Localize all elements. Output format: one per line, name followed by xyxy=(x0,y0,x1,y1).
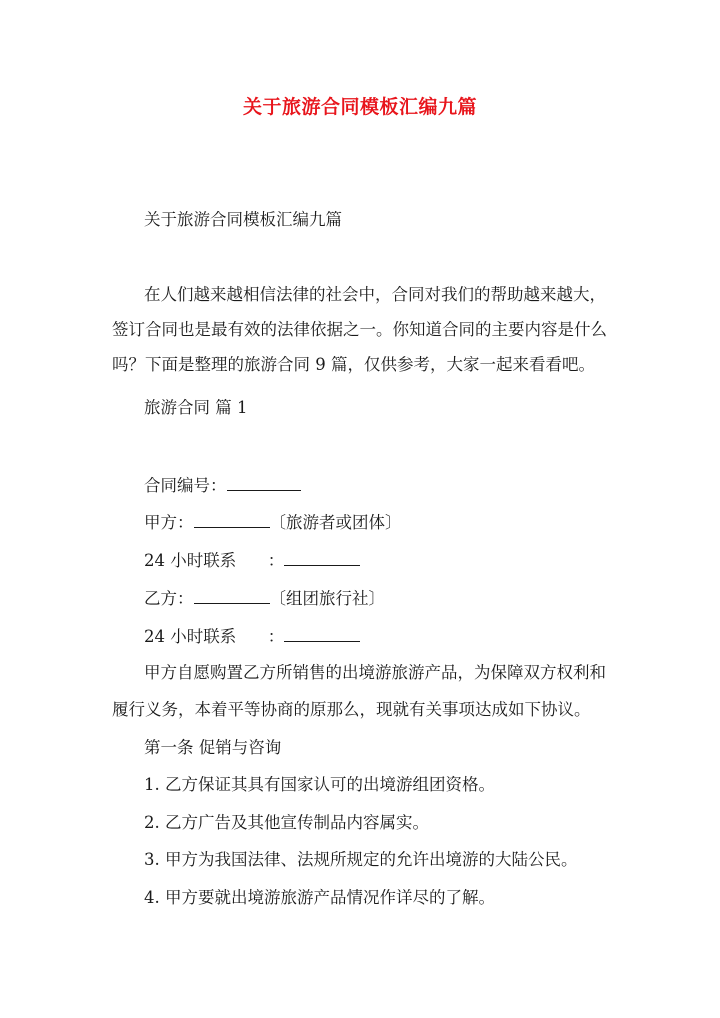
document-subtitle: 关于旅游合同模板汇编九篇 xyxy=(144,210,342,229)
intro-line-1: 在人们越来越相信法律的社会中，合同对我们的帮助越来越大， xyxy=(144,285,606,304)
party-a-label: 甲方： xyxy=(144,513,194,532)
party-b-field xyxy=(144,589,385,608)
party-a-note: 〔旅游者或团体〕 xyxy=(269,513,402,532)
contact-b-blank xyxy=(284,627,360,642)
party-b-note: 〔组团旅行社〕 xyxy=(269,589,385,608)
party-a-blank xyxy=(194,513,270,528)
article-1-heading: 第一条 促销与咨询 xyxy=(144,738,282,757)
contact-b-field xyxy=(144,627,360,646)
article-1-item-4: 4. 甲方要就出境游旅游产品情况作详尽的了解。 xyxy=(144,888,495,907)
contact-a-blank xyxy=(284,551,360,566)
preamble-line-2: 履行义务，本着平等协商的原那么，现就有关事项达成如下协议。 xyxy=(112,700,591,719)
contact-b-label: 24 小时联系 ： xyxy=(144,627,285,646)
contact-a-field xyxy=(144,551,360,570)
contract-number-field xyxy=(144,476,301,495)
section-heading: 旅游合同 篇 1 xyxy=(144,398,248,417)
party-b-label: 乙方： xyxy=(144,589,194,608)
contract-number-blank xyxy=(227,476,301,491)
preamble-line-1: 甲方自愿购置乙方所销售的出境游旅游产品，为保障双方权利和 xyxy=(144,663,606,682)
intro-line-2: 签订合同也是最有效的法律依据之一。你知道合同的主要内容是什么 xyxy=(112,320,607,339)
document-title: 关于旅游合同模板汇编九篇 xyxy=(242,96,477,118)
intro-line-3: 吗？下面是整理的旅游合同 9 篇，仅供参考，大家一起来看看吧。 xyxy=(112,355,595,374)
article-1-item-3: 3. 甲方为我国法律、法规所规定的允许出境游的大陆公民。 xyxy=(144,850,578,869)
contact-a-label: 24 小时联系 ： xyxy=(144,551,285,570)
party-a-field xyxy=(144,513,402,532)
contract-number-label: 合同编号： xyxy=(144,476,227,495)
article-1-item-2: 2. 乙方广告及其他宣传制品内容属实。 xyxy=(144,813,429,832)
article-1-item-1: 1. 乙方保证其具有国家认可的出境游组团资格。 xyxy=(144,775,495,794)
party-b-blank xyxy=(194,589,270,604)
